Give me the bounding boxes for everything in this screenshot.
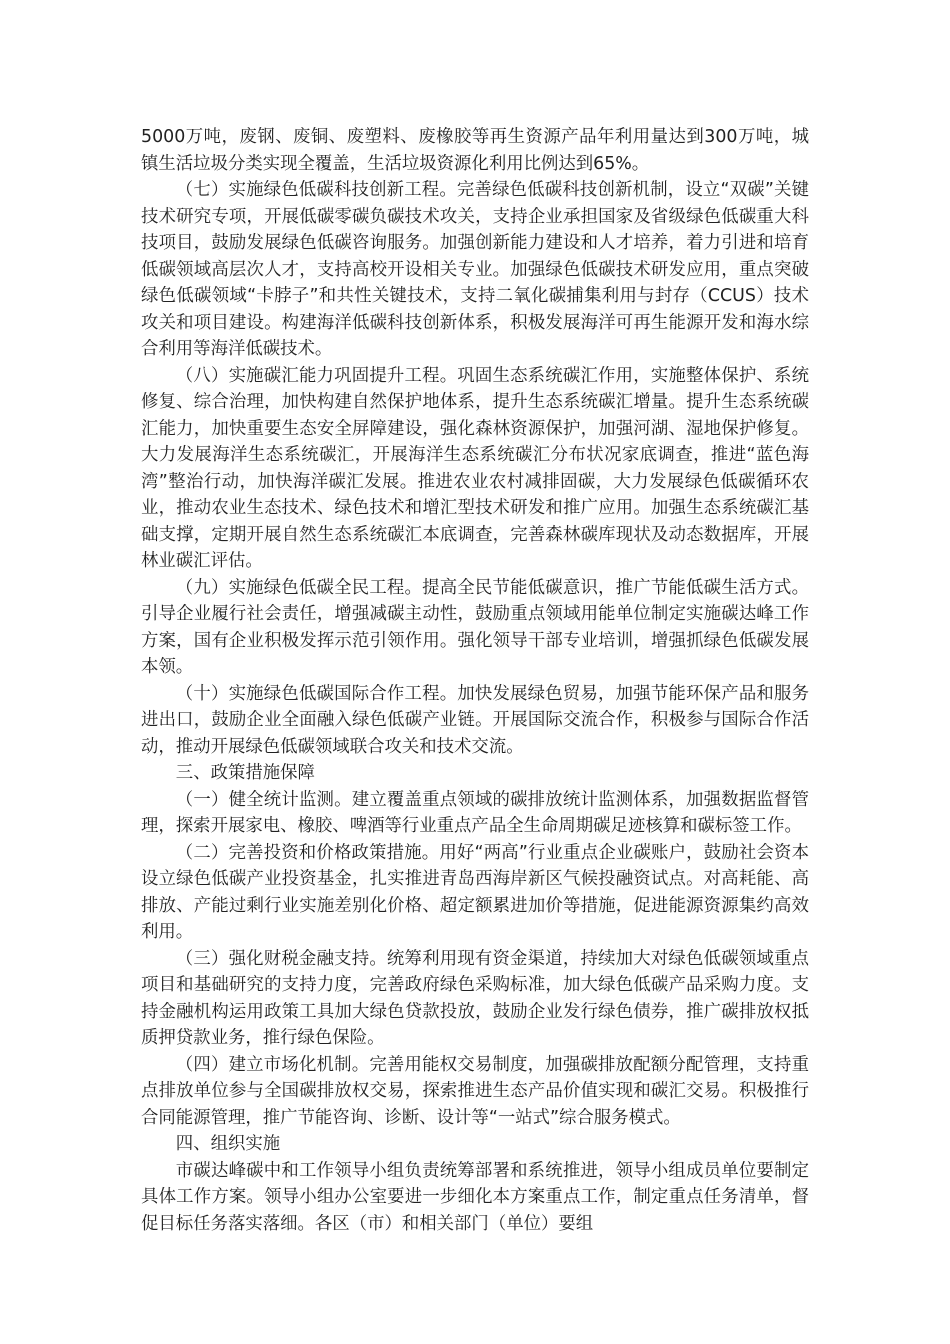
paragraph-policy-2: （二）完善投资和价格政策措施。用好“两高”行业重点企业碳账户，鼓励社会资本设立绿色低碳产业投资基金，扎实推进青岛西海岸新区气候投融资试点。对高耗能、高排放、产能过剩行业实施差别化价格、超定额累进加价等措施，促进能源资源集约高效利用。: [141, 842, 809, 942]
paragraph-organization: 市碳达峰碳中和工作领导小组负责统筹部署和系统推进，领导小组成员单位要制定具体工作方案。领导小组办公室要进一步细化本方案重点工作，制定重点任务清单，督促目标任务落实落细。各区（市）和相关部门（单位）要组: [141, 1160, 809, 1234]
paragraph-continuation: 5000万吨，废钢、废铜、废塑料、废橡胶等再生资源产品年利用量达到300万吨，城镇生活垃圾分类实现全覆盖，生活垃圾资源化利用比例达到65%。: [141, 127, 809, 174]
paragraph-policy-3: （三）强化财税金融支持。统筹利用现有资金渠道，持续加大对绿色低碳领域重点项目和基础研究的支持力度，完善政府绿色采购标准，加大绿色低碳产品采购力度。支持金融机构运用政策工具加大绿色贷款投放，鼓励企业发行绿色债券，推广碳排放权抵质押贷款业务，推行绿色保险。: [141, 948, 809, 1048]
paragraph-section-7: （七）实施绿色低碳科技创新工程。完善绿色低碳科技创新机制，设立“双碳”关键技术研究专项，开展低碳零碳负碳技术攻关，支持企业承担国家及省级绿色低碳重大科技项目，鼓励发展绿色低碳咨询服务。加强创新能力建设和人才培养，着力引进和培育低碳领域高层次人才，支持高校开设相关专业。加强绿色低碳技术研发应用，重点突破绿色低碳领域“卡脖子”和共性关键技术，支持二氧化碳捕集利用与封存（CCUS）技术攻关和项目建设。构建海洋低碳科技创新体系，积极发展海洋可再生能源开发和海水综合利用等海洋低碳技术。: [141, 180, 809, 359]
paragraph-policy-1: （一）健全统计监测。建立覆盖重点领域的碳排放统计监测体系，加强数据监督管理，探索开展家电、橡胶、啤酒等行业重点产品全生命周期碳足迹核算和碳标签工作。: [141, 789, 809, 836]
paragraph-section-10: （十）实施绿色低碳国际合作工程。加快发展绿色贸易，加强节能环保产品和服务进出口，鼓励企业全面融入绿色低碳产业链。开展国际交流合作，积极参与国际合作活动，推动开展绿色低碳领域联合攻关和技术交流。: [141, 683, 809, 757]
paragraph-section-8: （八）实施碳汇能力巩固提升工程。巩固生态系统碳汇作用，实施整体保护、系统修复、综合治理，加快构建自然保护地体系，提升生态系统碳汇增量。提升生态系统碳汇能力，加快重要生态安全屏障建设，强化森林资源保护，加强河湖、湿地保护修复。大力发展海洋生态系统碳汇，开展海洋生态系统碳汇分布状况家底调查，推进“蓝色海湾”整治行动，加快海洋碳汇发展。推进农业农村减排固碳，大力发展绿色低碳循环农业，推动农业生态技术、绿色技术和增汇型技术研发和推广应用。加强生态系统碳汇基础支撑，定期开展自然生态系统碳汇本底调查，完善森林碳库现状及动态数据库，开展林业碳汇评估。: [141, 365, 809, 571]
paragraph-section-9: （九）实施绿色低碳全民工程。提高全民节能低碳意识，推广节能低碳生活方式。引导企业履行社会责任，增强减碳主动性，鼓励重点领域用能单位制定实施碳达峰工作方案，国有企业积极发挥示范引领作用。强化领导干部专业培训，增强抓绿色低碳发展本领。: [141, 577, 809, 677]
paragraph-policy-4: （四）建立市场化机制。完善用能权交易制度，加强碳排放配额分配管理，支持重点排放单位参与全国碳排放权交易，探索推进生态产品价值实现和碳汇交易。积极推行合同能源管理，推广节能咨询、诊断、设计等“一站式”综合服务模式。: [141, 1054, 809, 1128]
heading-policy-measures: 三、政策措施保障: [175, 763, 315, 783]
heading-organization: 四、组织实施: [175, 1134, 281, 1154]
document-body: [141, 124, 809, 1237]
